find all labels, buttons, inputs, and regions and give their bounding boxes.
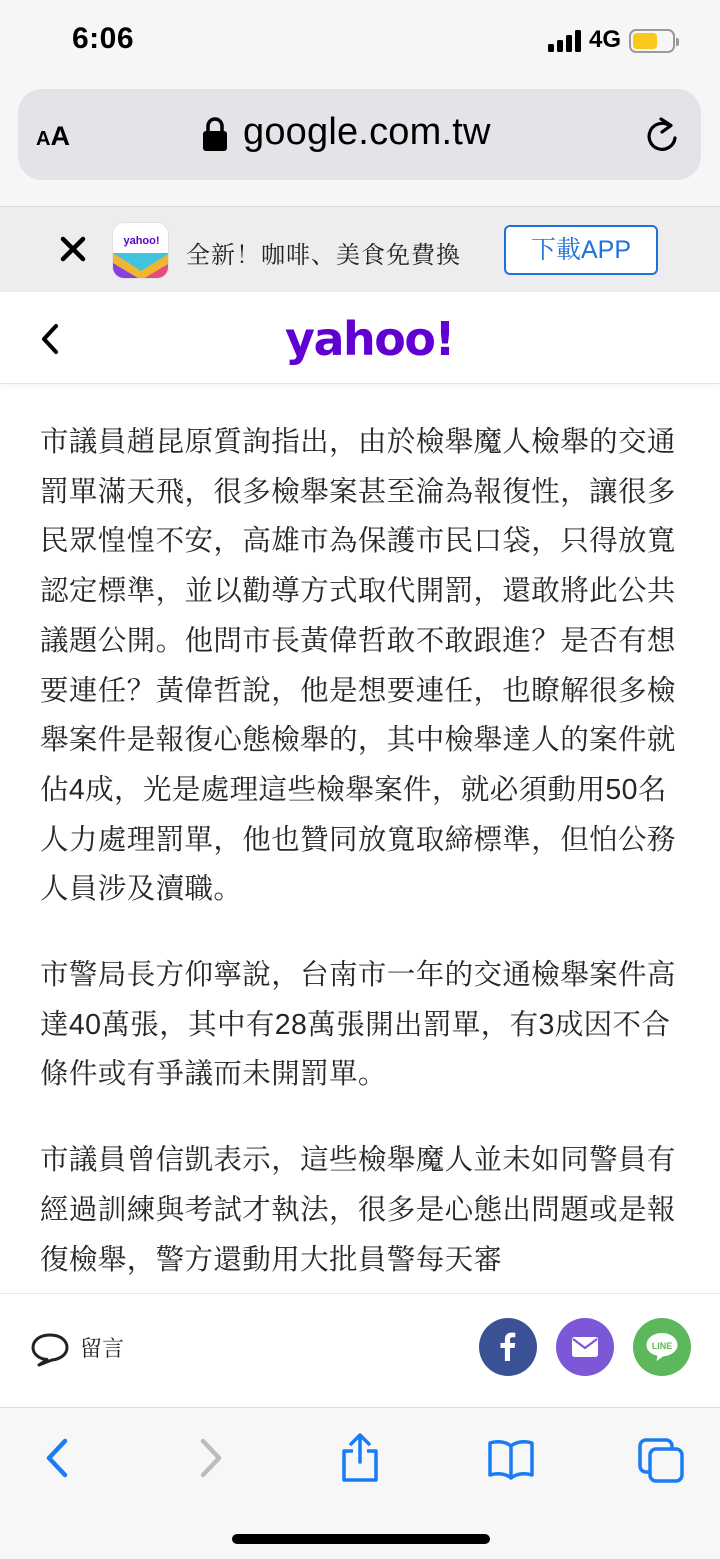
- line-icon: [633, 1318, 691, 1376]
- forward-icon[interactable]: [190, 1436, 230, 1480]
- battery-icon: [629, 29, 675, 53]
- home-indicator: [232, 1534, 490, 1544]
- status-time: 6:06: [72, 22, 135, 55]
- article-paragraph: 市議員曾信凱表示，這些檢舉魔人並未如同警員有經過訓練與考試才執法，很多是心態出問題或是報復檢舉，警方還動用大批員警每天審: [40, 1144, 676, 1276]
- line-share-button[interactable]: [633, 1318, 691, 1376]
- battery-fill: [633, 33, 657, 49]
- bookmarks-icon[interactable]: [486, 1438, 536, 1480]
- comment-label[interactable]: 留言: [80, 1336, 125, 1361]
- close-icon[interactable]: [58, 234, 88, 264]
- share-bar: [0, 1293, 720, 1407]
- browser-chrome: [0, 88, 720, 206]
- mail-share-button[interactable]: [556, 1318, 614, 1376]
- facebook-share-button[interactable]: [479, 1318, 537, 1376]
- download-app-button[interactable]: 下載APP: [504, 225, 658, 275]
- article-body: [40, 418, 690, 1292]
- svg-text:LINE: LINE: [651, 1341, 673, 1351]
- status-bar: [0, 0, 720, 88]
- facebook-icon: [479, 1318, 537, 1376]
- url-text[interactable]: google.com.tw: [243, 111, 491, 153]
- lock-icon: [202, 116, 228, 152]
- tabs-icon[interactable]: [636, 1436, 686, 1484]
- browser-toolbar: [0, 1407, 720, 1559]
- article-paragraph: 市警局長方仰寧說，台南市一年的交通檢舉案件高達40萬張，其中有28萬張開出罰單，有3成因不合條件或有爭議而未開罰單。: [40, 959, 676, 1091]
- address-bar[interactable]: [18, 89, 701, 180]
- text-size-button[interactable]: AA: [36, 121, 70, 151]
- banner-text: 全新！咖啡、美食免費換: [186, 242, 461, 269]
- reload-icon[interactable]: [644, 116, 680, 154]
- share-icon[interactable]: [338, 1432, 382, 1484]
- yahoo-app-icon: yahoo!: [112, 222, 169, 279]
- back-icon[interactable]: [38, 1436, 78, 1480]
- signal-icon: [548, 30, 582, 52]
- network-type: 4G: [589, 26, 622, 53]
- back-chevron-icon[interactable]: [38, 322, 62, 356]
- mail-icon: [556, 1318, 614, 1376]
- article-paragraph: 市議員趙昆原質詢指出，由於檢舉魔人檢舉的交通罰單滿天飛，很多檢舉案甚至淪為報復性，讓很多民眾惶惶不安，高雄市為保護市民口袋，只得放寬認定標準，並以勸導方式取代開罰，還敢將此公共議題公開。他問市長黃偉哲敢不敢跟進？是否有想要連任？黃偉哲說，他是想要連任，也瞭解很多檢舉案件是報復心態檢舉的，其中檢舉達人的案件就佔4成，光是處理這些檢舉案件，就必須動用50名人力處理罰單，他也贊同放寬取締標準，但怕公務人員涉及瀆職。: [40, 426, 676, 906]
- app-download-banner: [0, 206, 720, 292]
- comment-icon[interactable]: [30, 1332, 70, 1368]
- yahoo-logo[interactable]: yahoo!: [285, 312, 454, 366]
- site-header: [0, 292, 720, 384]
